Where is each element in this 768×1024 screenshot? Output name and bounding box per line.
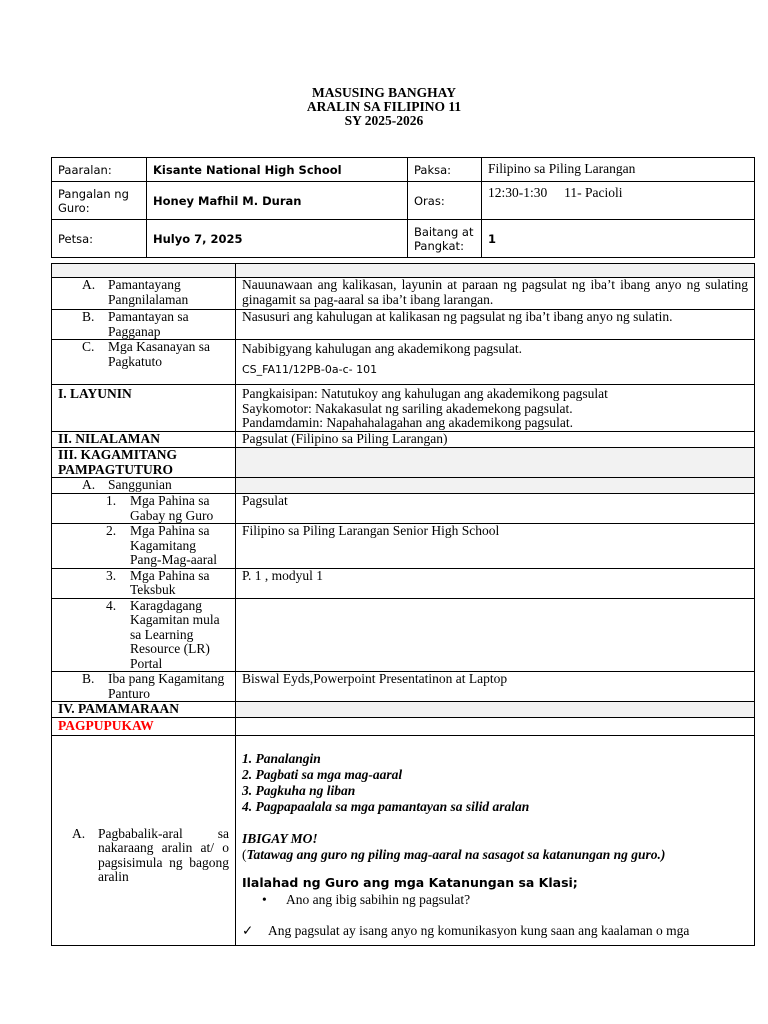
info-table <box>51 157 755 258</box>
bullet-icon: • <box>262 892 267 907</box>
table-row <box>52 310 755 340</box>
lr-portal-label: Karagdagang Kagamitan mula sa Learning Resource (LR) Portal <box>130 598 220 671</box>
table-row <box>52 672 755 702</box>
row-marker: A. <box>82 477 96 492</box>
baitang-label: Baitang at Pangkat: <box>408 220 482 258</box>
layunin-pandamdamin: Pandamdamin: Napahahalagahan ang akademikong pagsulat. <box>242 415 574 430</box>
step-pagkuha-liban: 3. Pagkuha ng liban <box>242 783 356 798</box>
petsa-label: Petsa: <box>52 220 147 258</box>
row-marker: 2. <box>106 523 117 538</box>
kagamitan-label: III. KAGAMITANG PAMPAGTUTURO <box>52 448 236 478</box>
ilalahad-heading: Ilalahad ng Guro ang mga Katanungan sa Klasi; <box>242 874 578 890</box>
table-row <box>52 568 755 598</box>
layunin-label: I. LAYUNIN <box>52 385 236 432</box>
ibigay-mo-instruction: (Tatawag ang guro ng piling mag-aaral na sasagot sa katanungan ng guro.) <box>242 847 666 862</box>
kasanayan-label: Mga Kasanayan sa Pagkatuto <box>108 339 210 369</box>
lesson-plan-table <box>51 263 755 946</box>
paksa-label: Paksa: <box>408 158 482 182</box>
tanong-text: Ano ang ibig sabihin ng pagsulat? <box>286 892 471 907</box>
guro-label: Pangalan ng Guro: <box>52 182 147 220</box>
row-marker: 3. <box>106 568 117 583</box>
pamantayan-pagganap-label: Pamantayan sa Pagganap <box>108 309 189 339</box>
oras-label: Oras: <box>408 182 482 220</box>
gabay-guro-label: Mga Pahina sa Gabay ng Guro <box>130 493 214 523</box>
pagpupukaw-label: PAGPUPUKAW <box>52 718 236 736</box>
check-icon: ✓ <box>242 922 254 938</box>
paaralan-label: Paaralan: <box>52 158 147 182</box>
row-marker: A. <box>82 277 96 292</box>
paksa-value: Filipino sa Piling Larangan <box>482 158 755 182</box>
table-row <box>52 524 755 569</box>
row-marker: A. <box>72 825 86 841</box>
nilalaman-label: II. NILALAMAN <box>52 432 236 448</box>
row-marker: B. <box>82 671 95 686</box>
header-subject: ARALIN SA FILIPINO 11 <box>306 99 462 114</box>
table-row <box>52 702 755 718</box>
paaralan-value: Kisante National High School <box>147 158 408 182</box>
baitang-value: 1 <box>482 220 755 258</box>
row-marker: B. <box>82 309 95 324</box>
teksbuk-label: Mga Pahina sa Teksbuk <box>130 568 210 597</box>
step-pagbati: 2. Pagbati sa mga mag-aaral <box>242 767 403 782</box>
table-row <box>52 478 755 494</box>
kagamitang-mag-aaral-label: Mga Pahina sa Kagamitang Pang-Mag-aaral <box>130 523 217 567</box>
pamantayang-pangnilalaman-value: Nauunawaan ang kalikasan, layunin at paraan ng pagsulat ng iba’t ibang anyo ng sulating ginagamit sa pag-aaral sa iba’t ibang larangan. <box>236 278 755 310</box>
oras-value: 12:30-1:30 11- Pacioli <box>482 182 755 220</box>
pamantayang-pangnilalaman-label: Pamantayang Pangnilalaman <box>108 277 189 307</box>
table-row <box>52 736 755 946</box>
layunin-pangkaisipan: Pangkaisipan: Natutukoy ang kahulugan ang akademikong pagsulat <box>242 386 608 401</box>
table-row <box>52 494 755 524</box>
kagamitang-mag-aaral-value: Filipino sa Piling Larangan Senior High School <box>236 524 755 569</box>
table-row <box>52 340 755 385</box>
petsa-value: Hulyo 7, 2025 <box>147 220 408 258</box>
step-pagpapaalala: 4. Pagpapaalala sa mga pamantayan sa silid aralan <box>242 799 530 814</box>
header-title: MASUSING BANGHAY <box>312 85 456 100</box>
header-school-year: SY 2025-2026 <box>344 113 424 128</box>
row-marker: 4. <box>106 598 117 613</box>
table-row <box>52 448 755 478</box>
table-row <box>52 278 755 310</box>
row-marker: 1. <box>106 493 117 508</box>
document-header <box>0 86 768 128</box>
row-marker: C. <box>82 339 95 354</box>
iba-pang-kagamitan-value: Biswal Eyds,Powerpoint Presentatinon at Laptop <box>236 672 755 702</box>
list-item <box>242 924 748 939</box>
table-row <box>52 432 755 448</box>
guro-value: Honey Mafhil M. Duran <box>147 182 408 220</box>
step-panalangin: 1. Panalangin <box>242 751 321 766</box>
nilalaman-value: Pagsulat (Filipino sa Piling Larangan) <box>236 432 755 448</box>
ibigay-mo-heading: IBIGAY MO! <box>242 830 318 846</box>
kasanayan-value: Nabibigyang kahulugan ang akademikong pagsulat. <box>242 341 523 356</box>
sanggunian-label: Sanggunian <box>108 477 172 492</box>
kasanayan-code: CS_FA11/12PB-0a-c- 101 <box>242 362 378 376</box>
pamantayan-pagganap-value: Nasusuri ang kahulugan at kalikasan ng pagsulat ng iba’t ibang anyo ng sulatin. <box>236 310 755 340</box>
table-row <box>52 718 755 736</box>
table-header-row <box>52 264 755 278</box>
pamamaraan-label: IV. PAMAMARAAN <box>52 702 236 718</box>
pagbabalik-aral-label: Pagbabalik-aral sa nakaraang aralin at/ o pagsisimula ng bagong aralin <box>98 825 229 884</box>
teksbuk-value: P. 1 , modyul 1 <box>236 568 755 598</box>
iba-pang-kagamitan-label: Iba pang Kagamitang Panturo <box>108 671 225 701</box>
table-row <box>52 598 755 672</box>
sagot-text: Ang pagsulat ay isang anyo ng komunikasyon kung saan ang kaalaman o mga <box>268 922 690 938</box>
list-item <box>262 893 748 908</box>
layunin-saykomotor: Saykomotor: Nakakasulat ng sariling akademekong pagsulat. <box>242 400 573 416</box>
table-row <box>52 385 755 432</box>
gabay-guro-value: Pagsulat <box>236 494 755 524</box>
